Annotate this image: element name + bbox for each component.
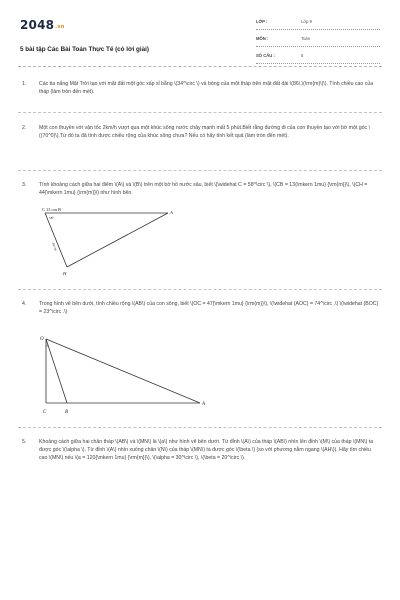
- figure-3-angle-label: 58°: [49, 216, 54, 220]
- page-header: [18, 14, 382, 62]
- question-number: 4.: [22, 301, 27, 307]
- meta-value: 5: [301, 53, 304, 58]
- figure-4-point-b: B: [65, 410, 69, 415]
- logo-text: 2048: [20, 18, 55, 32]
- meta-value: Lớp 9: [301, 19, 312, 24]
- figure-3-side-label: 44 cm: [51, 241, 58, 252]
- figure-3-top-label: C 13 cm B: [42, 207, 61, 212]
- question-text: Khoảng cách giữa hai chân tháp \(AB\) và \(MN\) là \(a\) như hình vẽ bên dưới. Từ đỉnh \(A\) của tháp \(AB\) nhìn lên đỉnh \(M\) của tháp \(MN\) ta được góc \(\alpha \). Từ đỉnh \(A\) nhìn xuống chân \(N\) của tháp \(MN\) ta được góc \(\beta \) (so với phương nằm ngang \(AH\)). Hãy tìm chiều cao \(MN\) nếu \(a = 120{\mkern 1mu} {\rm{m}}\), \(\alpha = 30^\circ \), \(\beta = 20^\circ \).: [39, 439, 374, 462]
- question-number: 5.: [22, 439, 27, 445]
- figure-3: [40, 205, 175, 275]
- figure-3-diagram: [40, 205, 175, 275]
- figure-4-segment-oa: [46, 339, 200, 403]
- question-text: Tính khoảng cách giữa hai điểm \(A\) và \(B\) trên một bờ hồ nước sâu, biết \(\widehat C = 58^\circ \), \(CB = 13{\mkern 1mu} {\rm{m}}\), \(CH = 44{\mkern 1mu} {\rm{m}}\) như hình bên.: [39, 182, 368, 197]
- question-divider: [18, 112, 382, 113]
- meta-key: LỚP :: [256, 19, 268, 24]
- figure-4-point-c: C: [43, 410, 47, 415]
- figure-3-edge-ha: [67, 213, 168, 267]
- logo-domain: .vn: [55, 24, 65, 30]
- question-number: 2.: [22, 125, 27, 131]
- figure-4-point-a: A: [202, 402, 206, 407]
- question-divider: [18, 427, 382, 428]
- document-title: 5 bài tập Các Bài Toán Thực Tế (có lời giải): [20, 46, 149, 53]
- figure-4: [40, 333, 220, 418]
- figure-4-segment-ob: [46, 339, 67, 403]
- figure-3-edge-ch: [45, 213, 67, 267]
- meta-table: [256, 16, 380, 67]
- meta-row-class: [256, 16, 380, 30]
- question-text: Trong hình vẽ bên dưới, tính chiều rộng \(AB\) của con sông, biết \(OC = 47{\mkern 1mu} {\rm{m}}\), \(\widehat {AOC} = 74^\circ ,\) \(\widehat {BOC} = 23^\circ .\): [39, 301, 379, 316]
- header-divider: [18, 66, 382, 67]
- site-logo[interactable]: [20, 18, 65, 32]
- question-text: Các tia nắng Mặt Trời tạo với mặt đất một góc xấp xỉ bằng \(34^\circ \) và bóng của một tháp trên mặt đất dài \(86\,\(\rm{m}\)\). Tính chiều cao của tháp (làm tròn đến mét).: [39, 81, 374, 96]
- question-divider: [18, 289, 382, 290]
- meta-key: SỐ CÂU :: [256, 53, 275, 58]
- figure-4-diagram: [40, 333, 220, 418]
- meta-value: Toán: [301, 36, 311, 41]
- question-number: 1.: [22, 81, 27, 87]
- figure-3-point-h: H: [63, 271, 67, 276]
- meta-row-subject: [256, 33, 380, 47]
- question-text: Một con thuyền với vận tốc 2km/h vượt qua một khúc sông nước chảy mạnh mất 5 phút.Biết rằng đường đi của con thuyền tạo với bờ một góc \((70^0)\).Từ đó ta đã tính được chiều rộng của khúc sông chưa? Nếu có hãy tính kết quả (làm tròn đến mét).: [39, 125, 371, 140]
- meta-row-count: [256, 50, 380, 64]
- figure-4-point-o: O: [40, 337, 44, 342]
- meta-key: MÔN :: [256, 36, 269, 41]
- question-divider: [18, 170, 382, 171]
- question-number: 3.: [22, 182, 27, 188]
- figure-3-point-a: A: [170, 210, 173, 215]
